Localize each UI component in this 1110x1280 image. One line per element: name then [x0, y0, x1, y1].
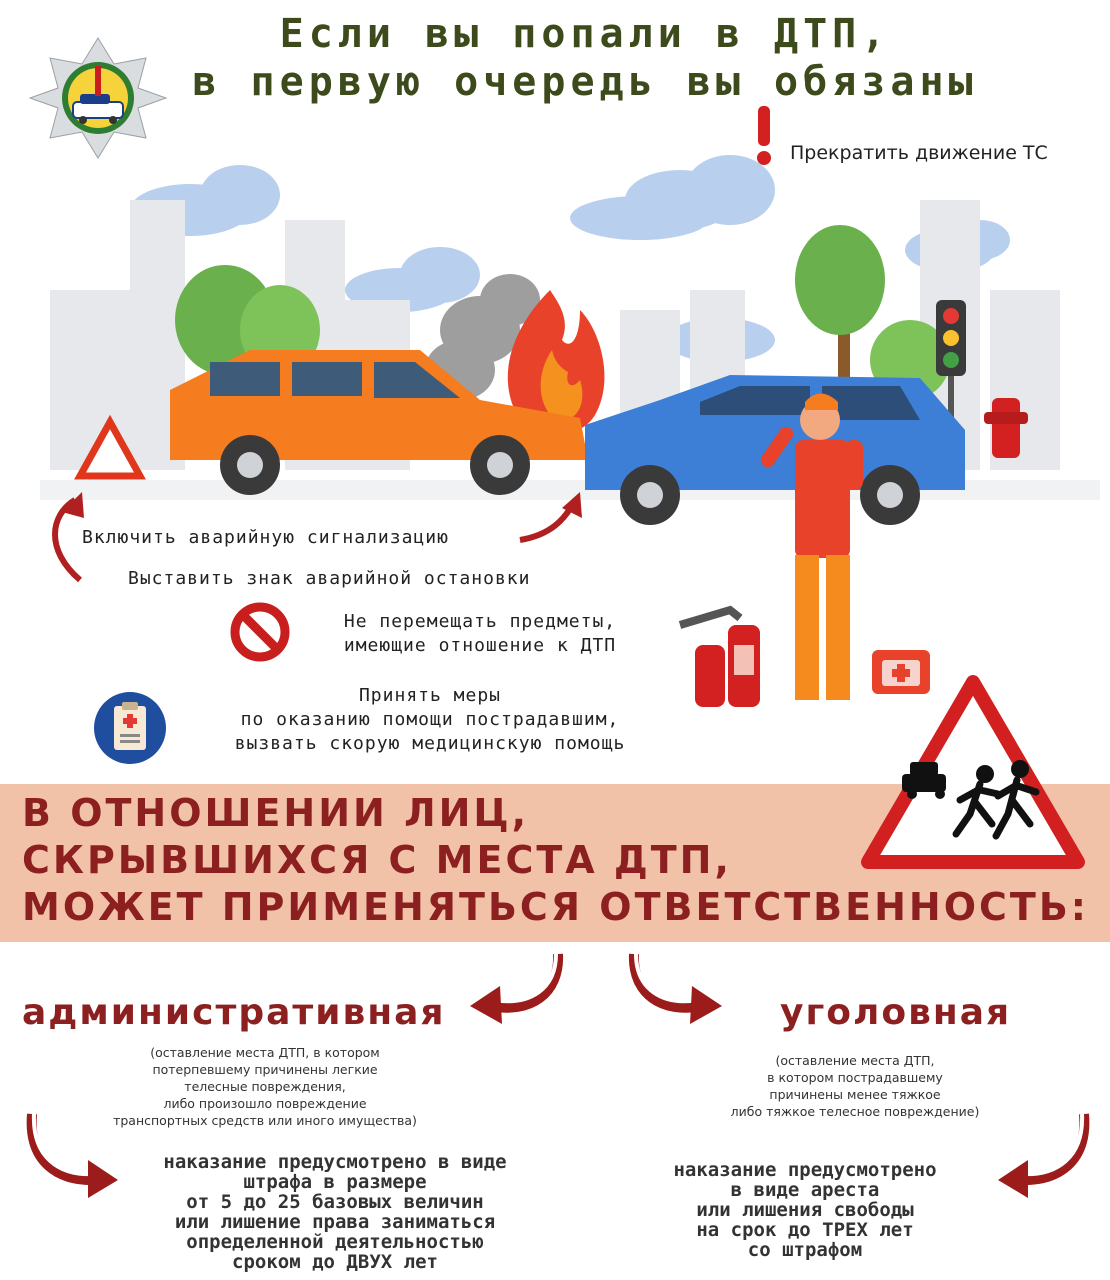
criminal-punishment-line: на срок до ТРЕХ лет: [696, 1219, 914, 1241]
administrative-punishment-line: от 5 до 25 базовых величин: [186, 1191, 484, 1213]
arrow-to-administrative: [460, 944, 580, 1030]
criminal-note-line: либо тяжкое телесное повреждение): [730, 1104, 980, 1119]
administrative-punishment-line: или лишение права заниматься: [174, 1211, 496, 1233]
arrow-to-criminal-punishment: [988, 1102, 1098, 1202]
criminal-punishment-line: в виде ареста: [730, 1179, 880, 1201]
step-do-not-move-line-1: Не перемещать предметы,: [343, 611, 617, 632]
criminal-note-line: причинены менее тяжкое: [769, 1087, 941, 1102]
administrative-title: административная: [22, 992, 446, 1033]
step-warning-sign: Выставить знак аварийной остановки: [128, 568, 531, 589]
step-first-aid: [170, 684, 690, 756]
page-title-line-2: в первую очередь вы обязаны: [192, 59, 978, 105]
criminal-note-line: в котором пострадавшему: [767, 1070, 943, 1085]
administrative-note-line: телесные повреждения,: [184, 1079, 346, 1094]
criminal-note-line: (оставление места ДТП,: [775, 1053, 935, 1068]
step-first-aid-line-2: по оказанию помощи пострадавшим,: [240, 709, 620, 730]
step-do-not-move: [300, 610, 660, 658]
medical-clipboard-icon: [92, 690, 168, 766]
banner-line-3: МОЖЕТ ПРИМЕНЯТЬСЯ ОТВЕТСТВЕННОСТЬ:: [22, 885, 1089, 929]
step-first-aid-line-3: вызвать скорую медицинскую помощь: [234, 733, 626, 754]
banner-line-2: СКРЫВШИХСЯ С МЕСТА ДТП,: [22, 838, 732, 882]
administrative-note-line: потерпевшему причинены легкие: [152, 1062, 378, 1077]
administrative-punishment-line: штрафа в размере: [243, 1171, 427, 1193]
criminal-punishment-line: или лишения свободы: [696, 1199, 914, 1221]
criminal-punishment-line: со штрафом: [747, 1239, 863, 1261]
page-title-line-1: Если вы попали в ДТП,: [279, 11, 891, 57]
administrative-punishment-line: наказание предусмотрено в виде: [163, 1151, 507, 1173]
arrow-to-administrative-punishment: [18, 1102, 128, 1202]
criminal-punishment-line: наказание предусмотрено: [673, 1159, 937, 1181]
children-crossing-sign: [860, 674, 1086, 870]
step-hazard-lights: Включить аварийную сигнализацию: [82, 527, 449, 548]
step-do-not-move-line-2: имеющие отношение к ДТП: [343, 635, 617, 656]
administrative-note: [70, 1044, 460, 1129]
step-stop-vehicle: Прекратить движение ТС: [790, 142, 1048, 164]
administrative-punishment-line: определенной деятельностью: [186, 1231, 484, 1253]
prohibition-icon: [230, 602, 290, 662]
step-first-aid-line-1: Принять меры: [358, 685, 502, 706]
criminal-punishment: [620, 1160, 990, 1260]
criminal-title: уголовная: [780, 992, 1012, 1033]
administrative-note-line: либо произошло повреждение: [163, 1096, 367, 1111]
arrow-to-criminal: [612, 944, 732, 1030]
administrative-punishment-line: сроком до ДВУХ лет: [232, 1251, 438, 1273]
administrative-note-line: транспортных средств или иного имущества): [113, 1113, 417, 1128]
banner-line-1: В ОТНОШЕНИИ ЛИЦ,: [22, 791, 530, 835]
administrative-note-line: (оставление места ДТП, в котором: [150, 1045, 380, 1060]
administrative-punishment: [120, 1152, 550, 1272]
criminal-note: [680, 1052, 1030, 1120]
